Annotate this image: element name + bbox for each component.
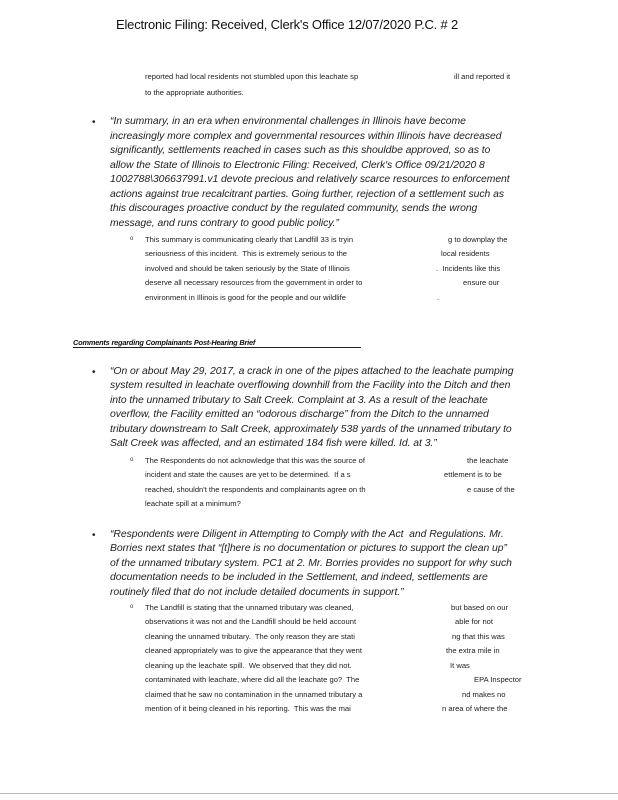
sub-line-left: reached, shouldn't the respondents and complainants agree on th xyxy=(145,485,366,494)
sub-line-left: observations it was not and the Landfill should be held account xyxy=(145,617,357,626)
sub-line-right: able for not xyxy=(455,617,493,626)
fragment-line-right: ill and reported it xyxy=(454,72,511,81)
sub-line-left: claimed that he saw no contamination in the unnamed tributary a xyxy=(145,690,363,699)
sub-line-left: The Respondents do not acknowledge that this was the source of xyxy=(145,456,365,465)
bullet-marker: • xyxy=(92,117,96,128)
sub-line-left: incident and state the causes are yet to be determined. If a s xyxy=(145,470,351,479)
sub-bullet-marker: o xyxy=(130,604,134,610)
fragment-line-left: reported had local residents not stumbled upon this leachate sp xyxy=(145,72,359,81)
quote1-line: significantly, settlements reached in cases such as this shouldbe approved, so as to xyxy=(110,145,491,156)
sub-line-left: cleaned appropriately was to give the appearance that they went xyxy=(145,646,362,655)
quote3-line: documentation needs to be included in the Settlement, and indeed, settlements are xyxy=(110,572,488,583)
sub-line-right: ng that this was xyxy=(452,632,505,641)
quote3-line: “Respondents were Diligent in Attempting to Comply with the Act and Regulations. Mr. xyxy=(110,529,504,540)
quote1-line: 1002788\306637991.v1 devote precious and relatively scarce resources to enforcement xyxy=(110,174,510,185)
section-heading: Comments regarding Complainants Post-Hearing Brief xyxy=(73,338,256,347)
quote3-line: routinely filed that do not include detailed documents in support.” xyxy=(110,587,404,598)
sub-line-left: environment in Illinois is good for the people and our wildlife xyxy=(145,293,346,302)
sub-line-right: the leachate xyxy=(467,456,509,465)
page-header: Electronic Filing: Received, Clerk's Office 12/07/2020 P.C. # 2 xyxy=(116,17,459,32)
sub-line-right: ettlement is to be xyxy=(444,470,502,479)
quote1-line: “In summary, in an era when environmental challenges in Illinois have become xyxy=(110,116,466,127)
sub-line-right: n area of where the xyxy=(442,704,508,713)
sub-bullet-marker: o xyxy=(130,236,134,242)
sub-line-right: EPA Inspector xyxy=(474,675,522,684)
sub-line-right: ensure our xyxy=(463,278,500,287)
quote1-line: this discourages proactive conduct by the regulated community, sends the wrong xyxy=(110,203,478,214)
quote3-line: of the unnamed tributary system. PC1 at 2. Mr. Borries provides no support for why such xyxy=(110,558,512,569)
quote2-line: overflow, the Facility emitted an “odorous discharge” from the Ditch to the unnamed xyxy=(110,409,489,420)
quote1-line: allow the State of Illinois to Electronic Filing: Received, Clerk's Office 09/21/2020 8 xyxy=(110,160,485,171)
sub-line-right: but based on our xyxy=(451,603,508,612)
page-bottom-edge xyxy=(0,793,618,794)
quote2-line: system resulted in leachate overflowing downhill from the Facility into the Ditch and then xyxy=(110,380,511,391)
sub-line-left: seriousness of this incident. This is extremely serious to the xyxy=(145,249,348,258)
sub-line-right: It was xyxy=(450,661,470,670)
quote1-line: increasingly more complex and governmental resources within Illinois have decreased xyxy=(110,131,502,142)
sub-line-right: nd makes no xyxy=(462,690,506,699)
quote1-line: actions against true recalcitrant parties. Going further, rejection of a settlement such as xyxy=(110,189,504,200)
sub-line-left: deserve all necessary resources from the government in order to xyxy=(145,278,363,287)
sub-line-right: local residents xyxy=(441,249,490,258)
sub-line-left: contaminated with leachate, where did all the leachate go? The xyxy=(145,675,360,684)
quote2-line: Salt Creek was affected, and an estimated 184 fish were killed. Id. at 3.” xyxy=(110,438,437,449)
sub-line-left: cleaning the unnamed tributary. The only reason they are stati xyxy=(145,632,355,641)
sub-line-right: e cause of the xyxy=(467,485,515,494)
bullet-marker: • xyxy=(92,530,96,541)
sub-line-right: the extra mile in xyxy=(446,646,500,655)
sub-bullet-marker: o xyxy=(130,457,134,463)
sub-line-right: g to downplay the xyxy=(448,235,508,244)
sub-line-left: mention of it being cleaned in his reporting. This was the mai xyxy=(145,704,351,713)
sub-line-left: This summary is communicating clearly that Landfill 33 is tryin xyxy=(145,235,354,244)
quote1-line: message, and runs contrary to good public policy.” xyxy=(110,218,339,229)
sub-line-right: . Incidents like this xyxy=(436,264,501,273)
quote3-line: Borries next states that “[t]here is no documentation or pictures to support the clean up” xyxy=(110,543,507,554)
sub-line-left: The Landfill is stating that the unnamed tributary was cleaned, xyxy=(145,603,354,612)
quote2-line: “On or about May 29, 2017, a crack in one of the pipes attached to the leachate pumping xyxy=(110,366,514,377)
sub-line-left: involved and should be taken seriously by the State of Illinois xyxy=(145,264,350,273)
quote2-line: into the unnamed tributary to Salt Creek. Complaint at 3. As a result of the leachate xyxy=(110,395,488,406)
sub-line-left: leachate spill at a minimum? xyxy=(145,499,241,508)
heading-underline xyxy=(73,347,361,348)
sub-line-left: cleaning up the leachate spill. We observed that they did not. xyxy=(145,661,352,670)
sub-line-right: . xyxy=(437,293,440,302)
fragment-line-2: to the appropriate authorities. xyxy=(145,88,244,97)
bullet-marker: • xyxy=(92,367,96,378)
quote2-line: tributary downstream to Salt Creek, approximately 538 yards of the unnamed tributary to xyxy=(110,424,512,435)
